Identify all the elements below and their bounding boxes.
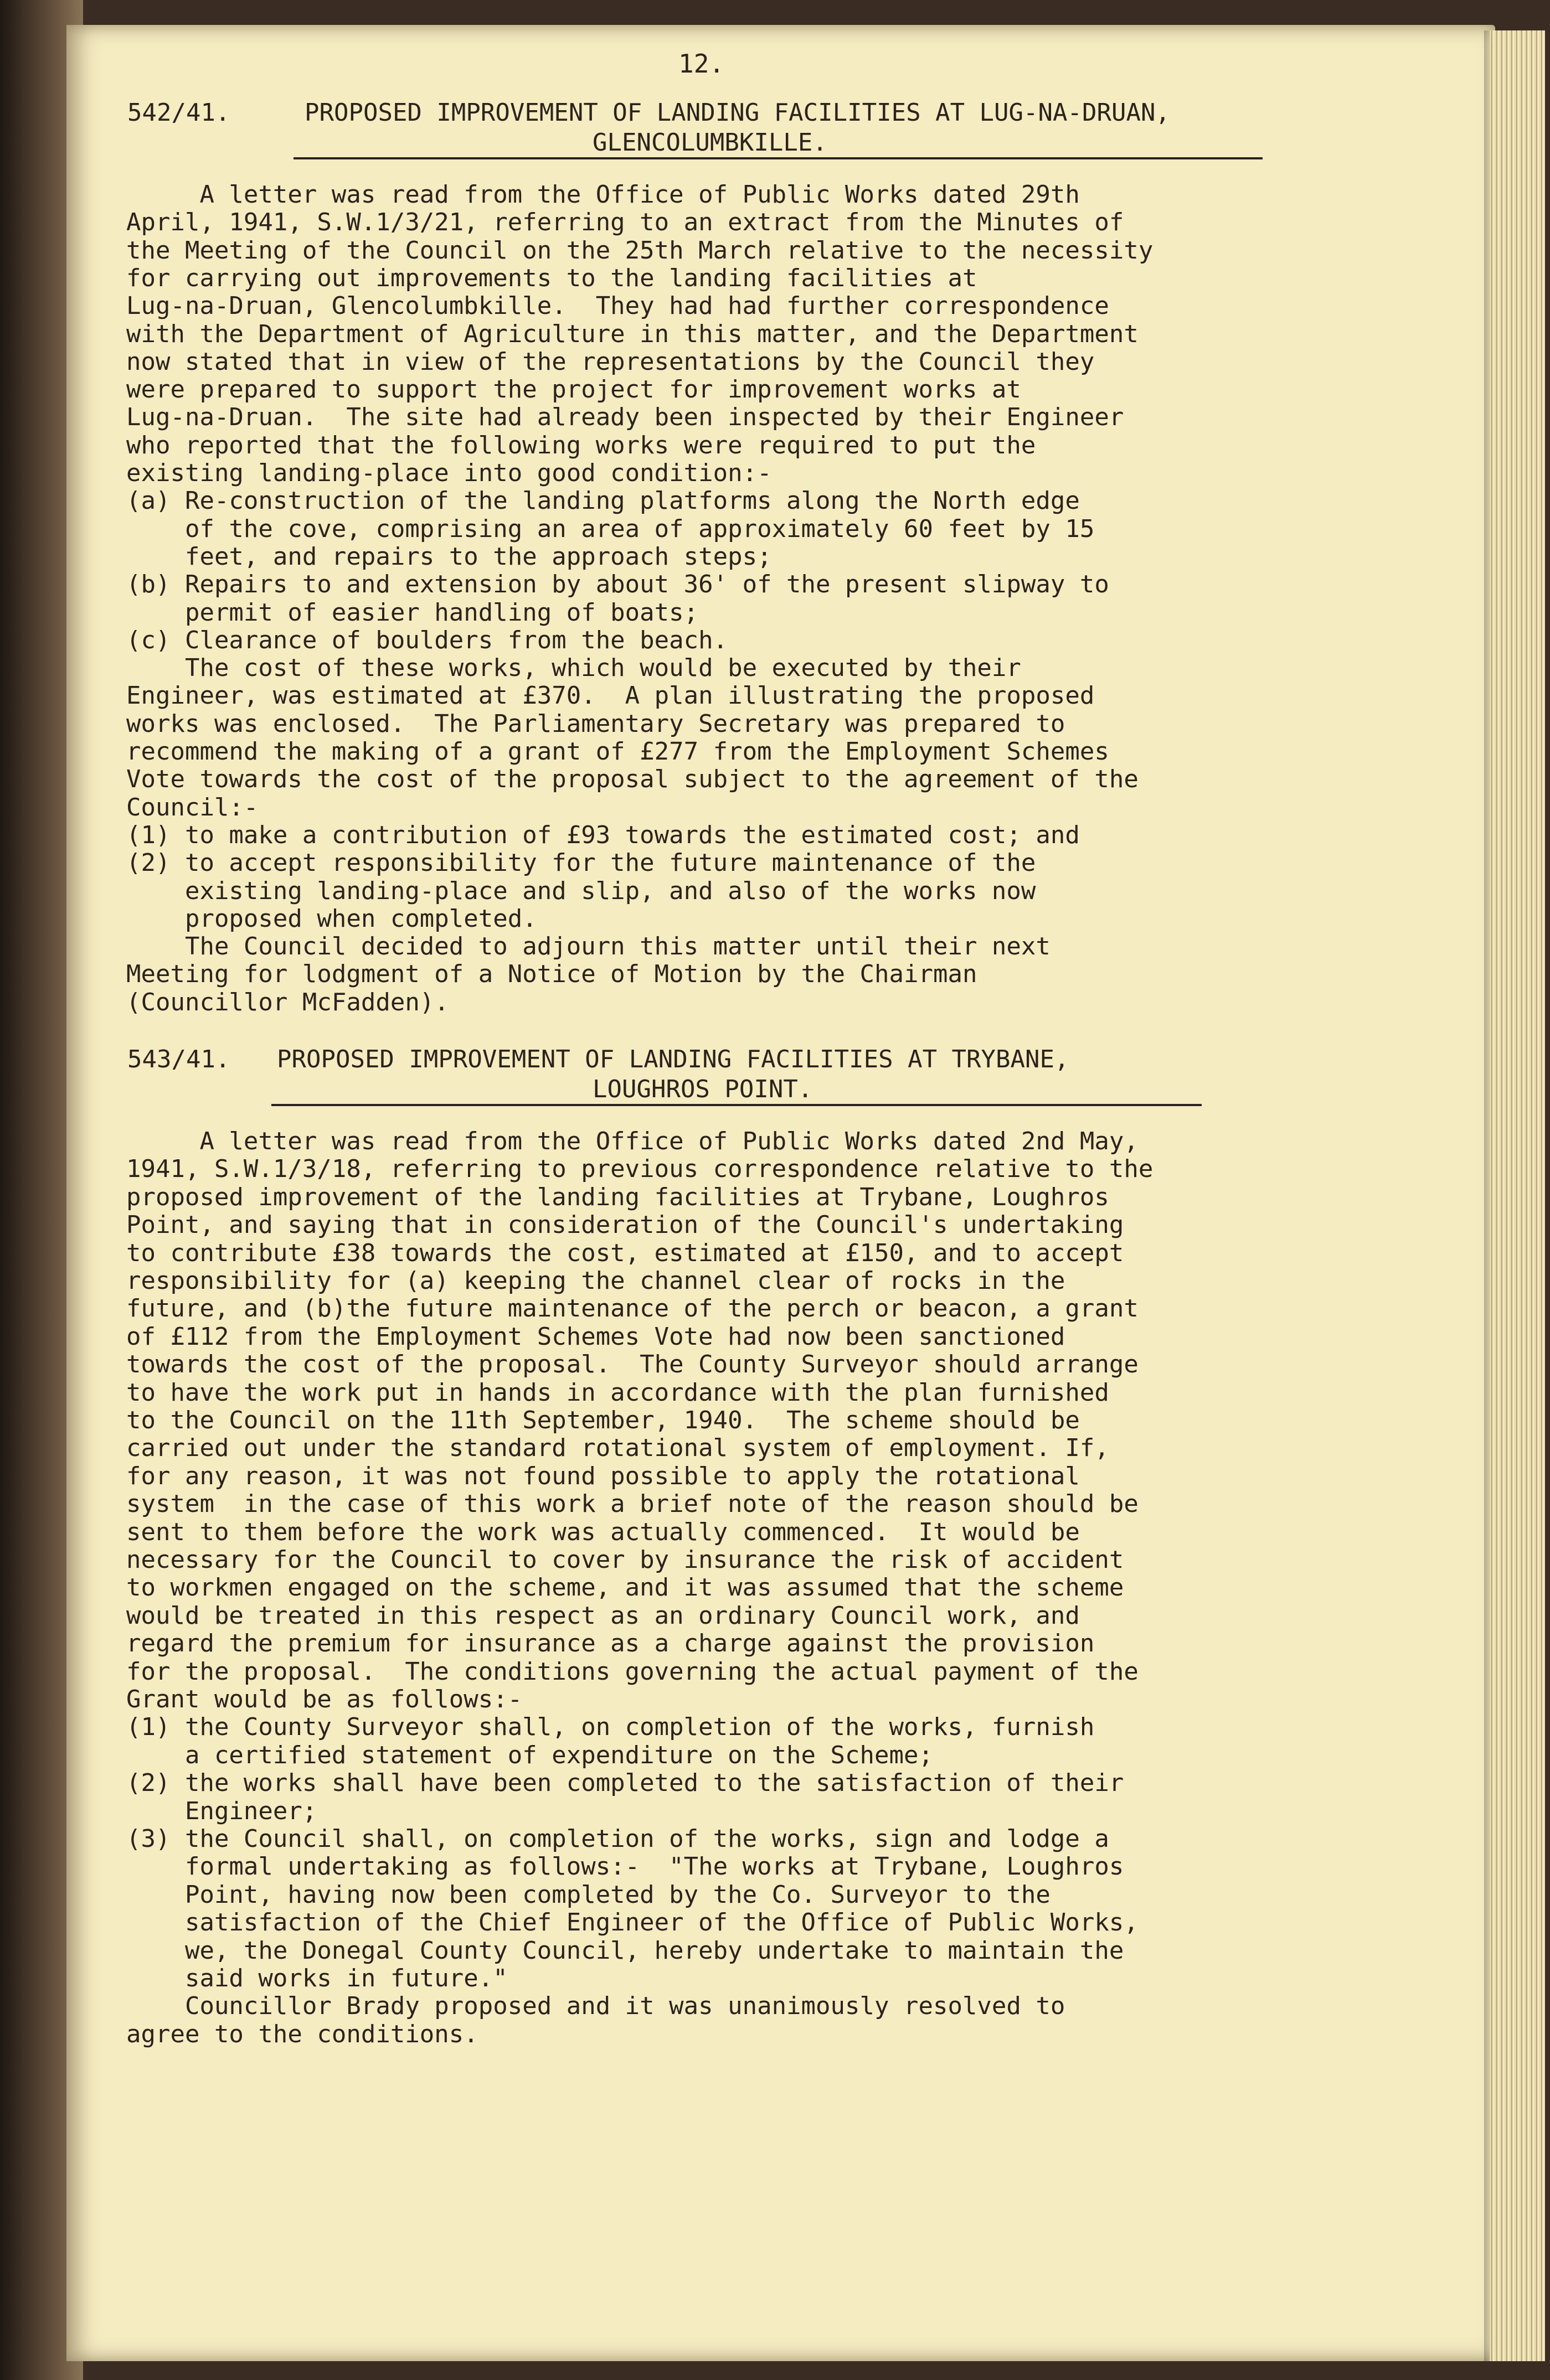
text-line: The cost of these works, which would be executed by their [126, 654, 1021, 683]
text-line: future, and (b)the future maintenance of the perch or beacon, a grant [126, 1294, 1139, 1323]
text-line: for carrying out improvements to the landing facilities at [126, 264, 977, 292]
text-line: permit of easier handling of boats; [126, 598, 699, 627]
text-line: feet, and repairs to the approach steps; [126, 542, 772, 571]
text-line: A letter was read from the Office of Public Works dated 29th [126, 180, 1080, 209]
text-line: recommend the making of a grant of £277 from the Employment Schemes [126, 737, 1109, 766]
text-line: said works in future." [126, 1964, 508, 1992]
text-line: system in the case of this work a brief note of the reason should be [126, 1490, 1139, 1519]
text-line: Council:- [126, 793, 259, 822]
text-line: The Council decided to adjourn this matter until their next [126, 932, 1051, 961]
text-line: Point, having now been completed by the Co. Surveyor to the [126, 1880, 1051, 1909]
text-line: (1) the County Surveyor shall, on completion of the works, furnish [126, 1713, 1095, 1742]
text-line: works was enclosed. The Parliamentary Secretary was prepared to [126, 709, 1065, 738]
text-line: sent to them before the work was actually commenced. It would be [126, 1517, 1080, 1546]
text-line: Grant would be as follows:- [126, 1685, 523, 1713]
text-line: 1941, S.W.1/3/18, referring to previous correspondence relative to the [126, 1155, 1154, 1184]
text-line: the Meeting of the Council on the 25th March relative to the necessity [126, 236, 1154, 265]
text-line: would be treated in this respect as an ordinary Council work, and [126, 1601, 1080, 1630]
section-heading [127, 99, 1170, 127]
page-number: 12. [678, 49, 725, 79]
text-line: for the proposal. The conditions governing the actual payment of the [126, 1657, 1139, 1686]
text-line: of the cove, comprising an area of approximately 60 feet by 15 [126, 514, 1095, 543]
section-subtitle: GLENCOLUMBKILLE. [593, 128, 827, 157]
text-line: agree to the conditions. [126, 2020, 478, 2048]
text-line: regard the premium for insurance as a charge against the provision [126, 1629, 1095, 1658]
minute-number: 543/41. [127, 1045, 230, 1073]
text-line: we, the Donegal County Council, hereby undertake to maintain the [126, 1936, 1124, 1965]
text-line: (b) Repairs to and extension by about 36' of the present slipway to [126, 570, 1109, 599]
text-line: (a) Re-construction of the landing platforms along the North edge [126, 487, 1080, 515]
text-line: A letter was read from the Office of Public Works dated 2nd May, [126, 1127, 1139, 1155]
text-line: proposed improvement of the landing facilities at Trybane, Loughros [126, 1183, 1109, 1211]
text-line: to contribute £38 towards the cost, estimated at £150, and to accept [126, 1238, 1124, 1267]
text-line: Lug-na-Druan, Glencolumbkille. They had had further correspondence [126, 292, 1109, 321]
text-line: Engineer; [126, 1796, 317, 1825]
text-line: necessary for the Council to cover by insurance the risk of accident [126, 1546, 1124, 1574]
text-line: towards the cost of the proposal. The County Surveyor should arrange [126, 1350, 1139, 1379]
text-line: of £112 from the Employment Schemes Vote had now been sanctioned [126, 1322, 1065, 1351]
text-line: with the Department of Agriculture in this matter, and the Department [126, 319, 1139, 348]
text-line: April, 1941, S.W.1/3/21, referring to an extract from the Minutes of [126, 208, 1124, 237]
text-line: Engineer, was estimated at £370. A plan illustrating the proposed [126, 682, 1095, 710]
section-heading [127, 1045, 1069, 1073]
text-line: (2) the works shall have been completed to the satisfaction of their [126, 1769, 1124, 1798]
text-line: existing landing-place and slip, and also of the works now [126, 876, 1036, 905]
minute-number: 542/41. [127, 99, 230, 127]
text-line: (Councillor McFadden). [126, 988, 449, 1016]
text-line: for any reason, it was not found possible to apply the rotational [126, 1462, 1080, 1490]
heading-underline [293, 157, 1263, 159]
text-line: formal undertaking as follows:- "The works at Trybane, Loughros [126, 1852, 1124, 1881]
text-line: responsibility for (a) keeping the channel clear of rocks in the [126, 1267, 1065, 1295]
section-title: PROPOSED IMPROVEMENT OF LANDING FACILITIES AT LUG-NA-DRUAN, [305, 99, 1170, 127]
text-line: Meeting for lodgment of a Notice of Motion by the Chairman [126, 960, 977, 989]
text-line: to workmen engaged on the scheme, and it was assumed that the scheme [126, 1573, 1124, 1602]
text-line: (c) Clearance of boulders from the beach. [126, 626, 728, 654]
text-line: to the Council on the 11th September, 1940. The scheme should be [126, 1406, 1080, 1434]
text-line: Councillor Brady proposed and it was unanimously resolved to [126, 1992, 1065, 2021]
text-line: to have the work put in hands in accordance with the plan furnished [126, 1378, 1109, 1407]
text-line: who reported that the following works were required to put the [126, 431, 1036, 460]
heading-underline [271, 1104, 1202, 1106]
text-line: (1) to make a contribution of £93 towards the estimated cost; and [126, 820, 1080, 849]
section-subtitle: LOUGHROS POINT. [593, 1075, 813, 1103]
text-line: a certified statement of expenditure on the Scheme; [126, 1741, 933, 1769]
text-line: existing landing-place into good condition:- [126, 459, 772, 487]
text-line: (3) the Council shall, on completion of the works, sign and lodge a [126, 1825, 1109, 1853]
text-line: carried out under the standard rotational system of employment. If, [126, 1434, 1109, 1463]
section-title: PROPOSED IMPROVEMENT OF LANDING FACILITIES AT TRYBANE, [277, 1045, 1069, 1073]
text-line: proposed when completed. [126, 904, 537, 933]
text-line: satisfaction of the Chief Engineer of the Office of Public Works, [126, 1908, 1139, 1937]
text-line: (2) to accept responsibility for the future maintenance of the [126, 849, 1036, 877]
text-line: Lug-na-Druan. The site had already been inspected by their Engineer [126, 403, 1124, 432]
text-line: Vote towards the cost of the proposal subject to the agreement of the [126, 765, 1139, 794]
text-line: now stated that in view of the representations by the Council they [126, 347, 1095, 376]
text-line: Point, and saying that in consideration of the Council's undertaking [126, 1211, 1124, 1240]
text-line: were prepared to support the project for improvement works at [126, 375, 1021, 404]
